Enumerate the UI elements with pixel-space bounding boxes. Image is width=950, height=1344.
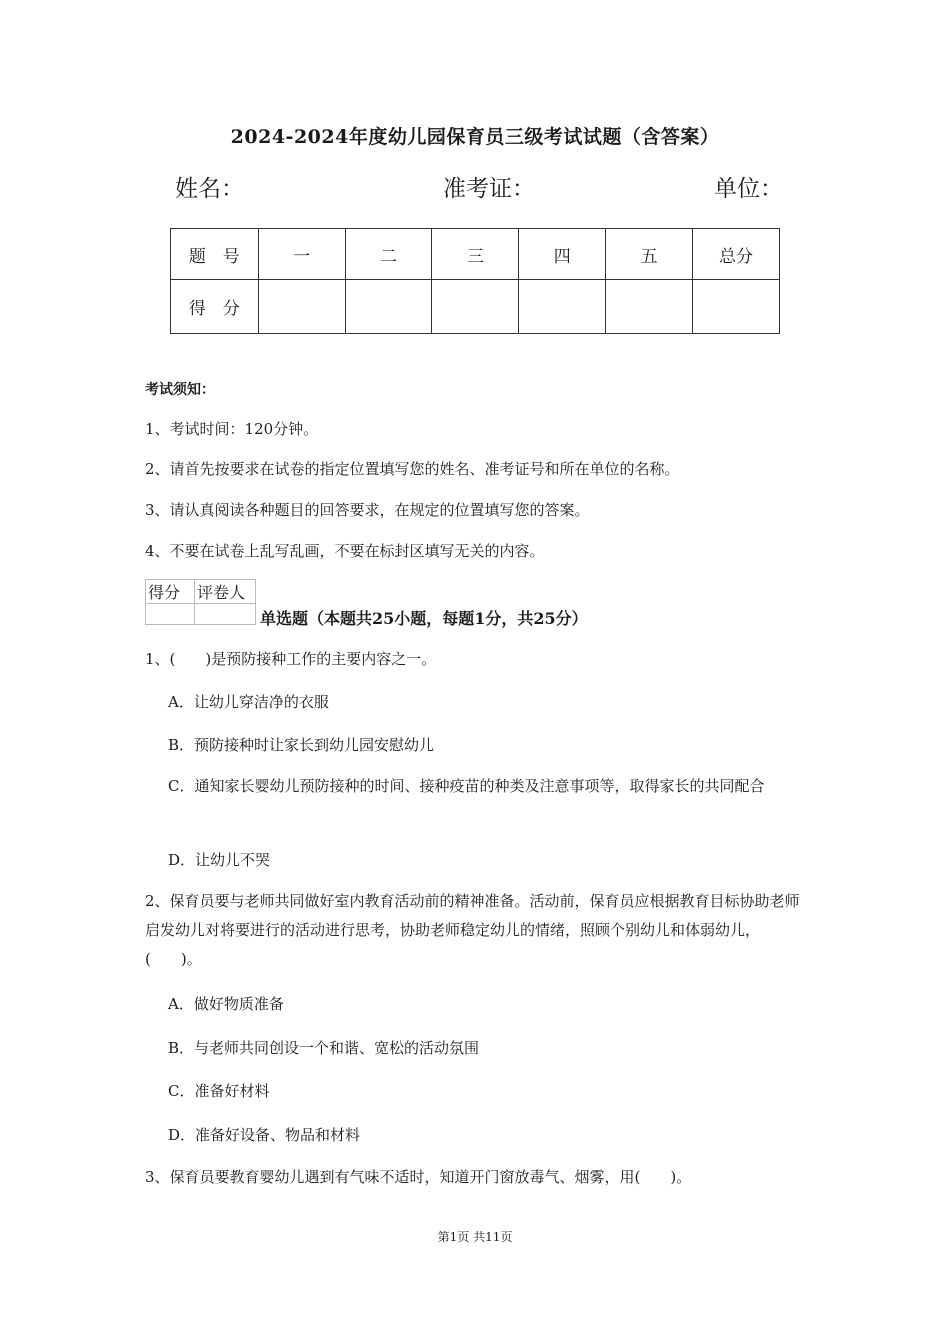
question-option: B．预防接种时让家长到幼儿园安慰幼儿 <box>168 736 435 754</box>
question-option: C．准备好材料 <box>168 1082 270 1100</box>
score-table-cell: 三 <box>432 229 519 280</box>
score-table-cell: 总分 <box>693 229 780 280</box>
stamp-score-label: 得分 <box>146 580 195 604</box>
notice-heading: 考试须知： <box>145 382 215 398</box>
score-entry-cell[interactable] <box>258 280 345 334</box>
question-option: C．通知家长婴幼儿预防接种的时间、接种疫苗的种类及注意事项等，取得家长的共同配合 <box>168 777 765 795</box>
question-option: D．准备好设备、物品和材料 <box>168 1126 361 1144</box>
notice-item: 1、考试时间：120分钟。 <box>145 420 319 438</box>
score-table-score-row <box>171 280 780 334</box>
score-table-cell: 二 <box>345 229 432 280</box>
score-table-cell: 一 <box>258 229 345 280</box>
section-title: 单选题（本题共25小题，每题1分，共25分） <box>260 609 588 628</box>
notice-item: 4、不要在试卷上乱写乱画，不要在标封区填写无关的内容。 <box>145 542 545 560</box>
unit-label: 单位： <box>714 176 783 202</box>
score-entry-cell[interactable] <box>519 280 606 334</box>
name-label: 姓名： <box>175 176 244 202</box>
candidate-info-row <box>175 170 783 204</box>
exam-id-label: 准考证： <box>443 176 535 202</box>
page-title: 2024-2024年度幼儿园保育员三级考试试题（含答案） <box>230 126 720 148</box>
score-entry-cell[interactable] <box>606 280 693 334</box>
notice-item: 3、请认真阅读各种题目的回答要求，在规定的位置填写您的答案。 <box>145 501 590 519</box>
score-entry-cell[interactable] <box>432 280 519 334</box>
score-entry-cell[interactable] <box>345 280 432 334</box>
stamp-score-entry[interactable] <box>146 604 195 625</box>
score-entry-cell[interactable] <box>693 280 780 334</box>
grader-stamp-box <box>145 579 256 625</box>
page-footer: 第1页 共11页 <box>437 1230 513 1244</box>
question-option: D．让幼儿不哭 <box>168 851 271 869</box>
stamp-reviewer-entry[interactable] <box>195 604 256 625</box>
question-option: A．让幼儿穿洁净的衣服 <box>168 693 329 711</box>
score-table-header-row <box>171 229 780 280</box>
question-stem: 1、( )是预防接种工作的主要内容之一。 <box>145 650 437 668</box>
score-table-cell: 五 <box>606 229 693 280</box>
question-stem: 3、保育员要教育婴幼儿遇到有气味不适时，知道开门窗放毒气、烟雾，用( )。 <box>145 1168 692 1186</box>
score-table-cell: 得 分 <box>171 280 259 334</box>
question-stem: 2、保育员要与老师共同做好室内教育活动前的精神准备。活动前，保育员应根据教育目标协助老师启发幼儿对将要进行的活动进行思考，协助老师稳定幼儿的情绪，照顾个别幼儿和体弱幼儿，( )。 <box>145 892 800 968</box>
score-table <box>170 228 780 334</box>
question-option: A．做好物质准备 <box>168 995 284 1013</box>
stamp-reviewer-label: 评卷人 <box>195 580 256 604</box>
score-table-cell: 四 <box>519 229 606 280</box>
notice-item: 2、请首先按要求在试卷的指定位置填写您的姓名、准考证号和所在单位的名称。 <box>145 460 680 478</box>
score-table-cell: 题 号 <box>171 229 259 280</box>
question-option: B．与老师共同创设一个和谐、宽松的活动氛围 <box>168 1039 480 1057</box>
